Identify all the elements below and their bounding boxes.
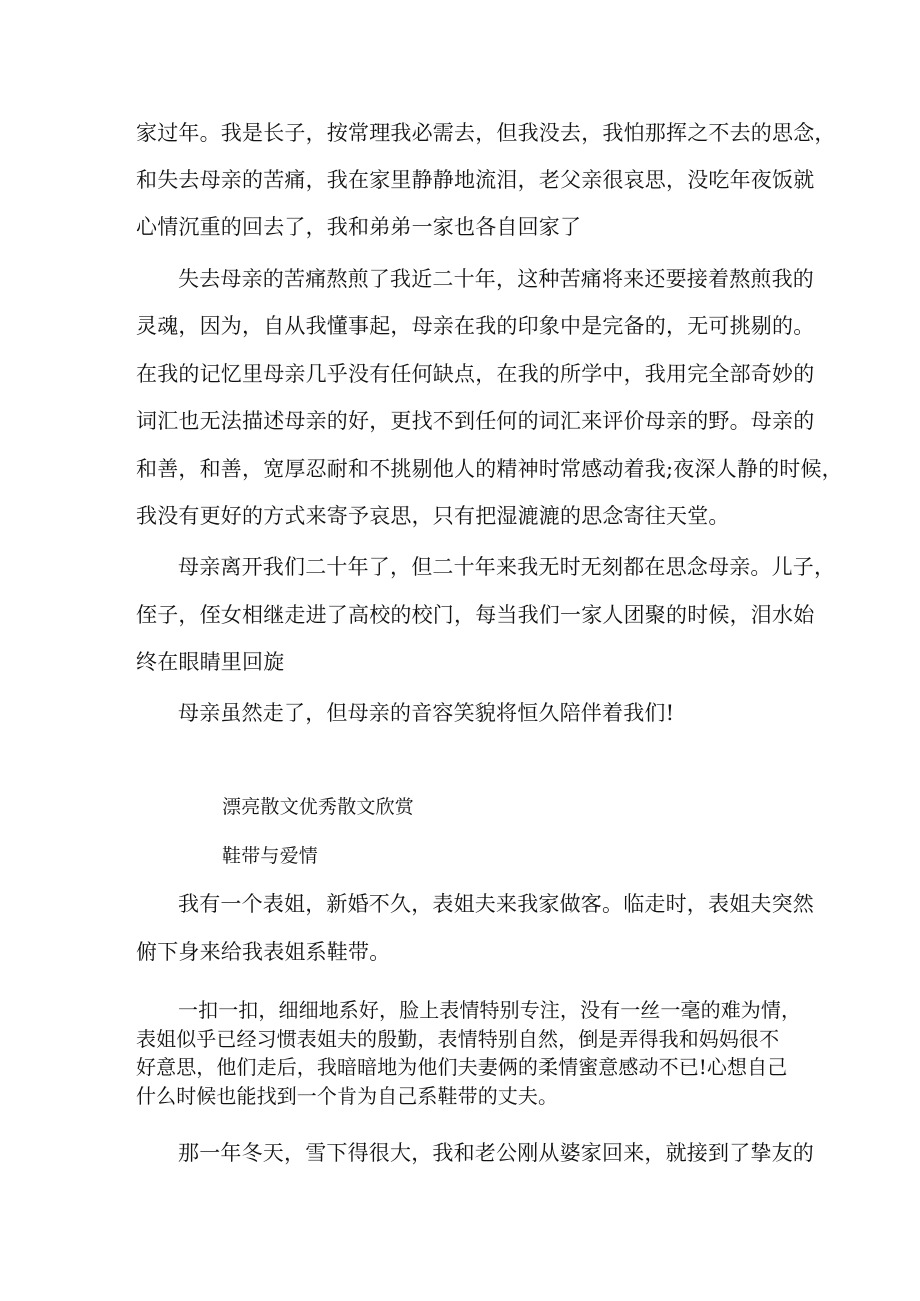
paragraph-line: 和善，和善，宽厚忍耐和不挑剔他人的精神时常感动着我;夜深人静的时候， — [136, 457, 843, 481]
paragraph-line: 那一年冬天，雪下得很大，我和老公刚从婆家回来，就接到了挚友的 — [178, 1141, 814, 1165]
paragraph-line: 灵魂，因为，自从我懂事起，母亲在我的印象中是完备的，无可挑剔的。 — [136, 314, 815, 338]
paragraph-line: 和失去母亲的苦痛，我在家里静静地流泪，老父亲很哀思，没吃年夜饭就 — [136, 168, 815, 192]
paragraph-line: 好意思，他们走后，我暗暗地为他们夫妻俩的柔情蜜意感动不已!心想自己 — [136, 1055, 788, 1079]
paragraph-line: 一扣一扣，细细地系好，脸上表情特别专注，没有一丝一毫的难为情， — [178, 998, 802, 1022]
paragraph-line: 什么时候也能找到一个肯为自己系鞋带的丈夫。 — [136, 1084, 559, 1108]
article-title: 漂亮散文优秀散文欣赏 — [222, 796, 415, 818]
paragraph-line: 失去母亲的苦痛熬煎了我近二十年，这种苦痛将来还要接着熬煎我的 — [178, 267, 814, 291]
paragraph-line: 母亲离开我们二十年了，但二十年来我无时无刻都在思念母亲。儿子， — [178, 555, 836, 579]
paragraph-line: 我没有更好的方式来寄予哀思，只有把湿漉漉的思念寄往天堂。 — [136, 504, 730, 528]
paragraph-line: 母亲虽然走了，但母亲的音容笑貌将恒久陪伴着我们! — [178, 701, 675, 725]
paragraph-line: 心情沉重的回去了，我和弟弟一家也各自回家了 — [136, 215, 582, 239]
paragraph-line: 表姐似乎已经习惯表姐夫的殷勤，表情特别自然，倒是弄得我和妈妈很不 — [136, 1027, 780, 1051]
paragraph-line: 侄子，侄女相继走进了高校的校门，每当我们一家人团聚的时候，泪水始 — [136, 603, 815, 627]
article-subtitle: 鞋带与爱情 — [222, 845, 319, 867]
paragraph-line: 我有一个表姐，新婚不久，表姐夫来我家做客。临走时，表姐夫突然 — [178, 892, 814, 916]
paragraph-line: 家过年。我是长子，按常理我必需去，但我没去，我怕那挥之不去的思念， — [136, 121, 836, 145]
paragraph-line: 词汇也无法描述母亲的好，更找不到任何的词汇来评价母亲的野。母亲的 — [136, 409, 815, 433]
paragraph-line: 俯下身来给我表姐系鞋带。 — [136, 940, 391, 964]
paragraph-line: 在我的记忆里母亲几乎没有任何缺点，在我的所学中，我用完全部奇妙的 — [136, 362, 815, 386]
paragraph-line: 终在眼睛里回旋 — [136, 650, 285, 674]
